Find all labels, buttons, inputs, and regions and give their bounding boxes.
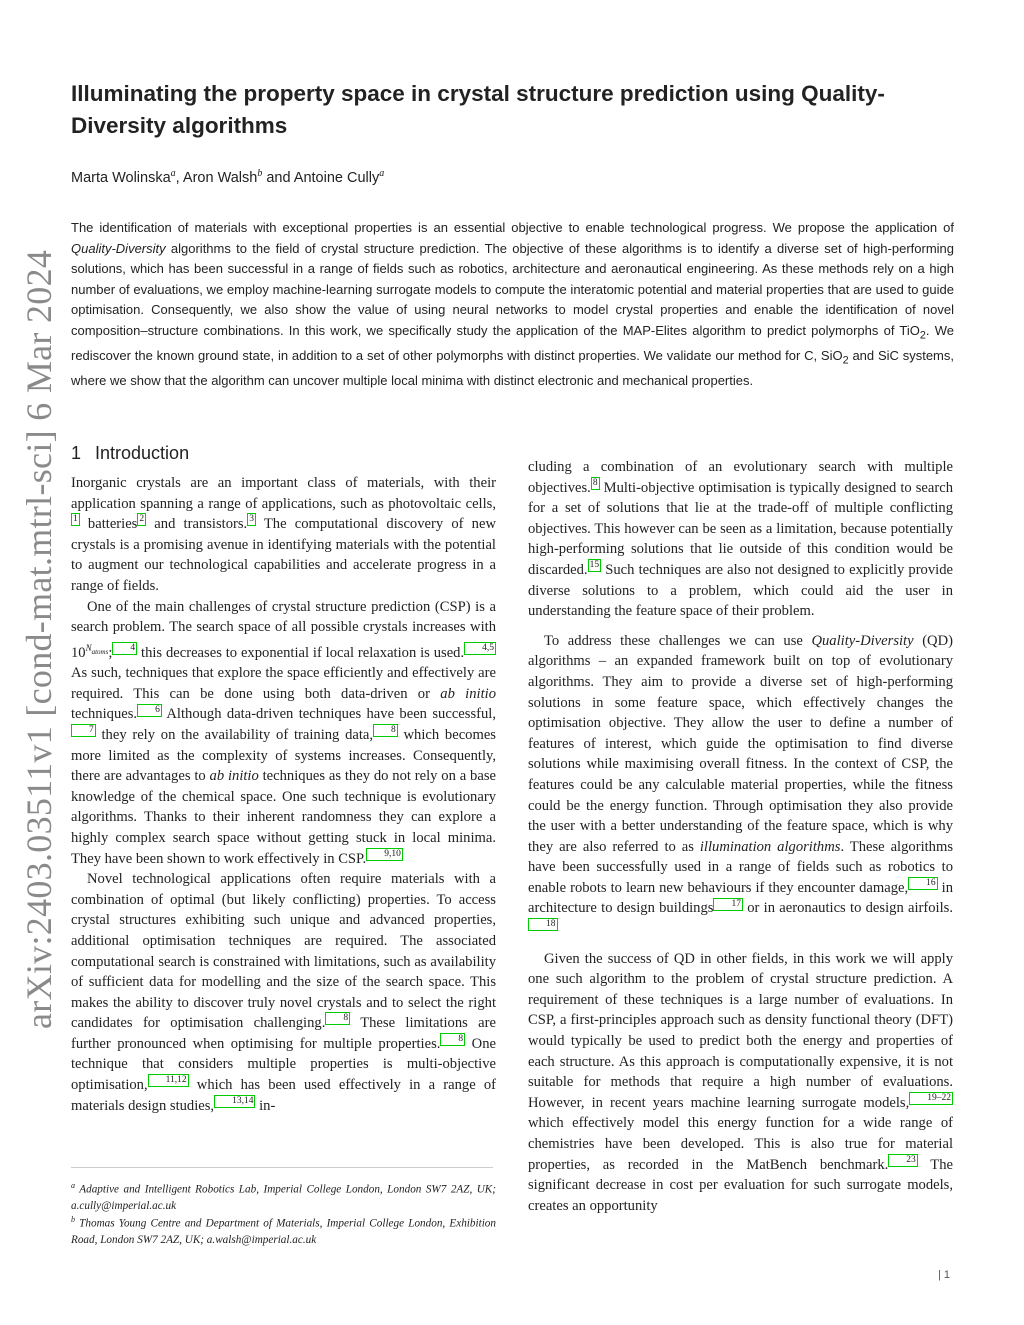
affiliation-mark: a	[170, 168, 176, 179]
emphasis: Quality-Diversity	[71, 240, 166, 256]
citation-link[interactable]: 23	[888, 1154, 918, 1167]
author-name: Aron Walsh	[182, 169, 258, 186]
citation-link[interactable]: 11,12	[148, 1074, 189, 1087]
subscript: 2	[919, 329, 926, 342]
emphasis: ab initio	[440, 685, 496, 702]
author-name: Marta Wolinska	[71, 169, 171, 186]
citation-link[interactable]: 8	[592, 477, 598, 488]
citation-link[interactable]: 9,10	[366, 848, 403, 861]
emphasis: Quality-Diversity	[811, 632, 914, 649]
emphasis: ab initio	[209, 768, 259, 785]
affiliation-mark: b	[257, 168, 263, 179]
author-list	[71, 168, 384, 186]
citation-link[interactable]: 4,5	[464, 642, 496, 655]
author-name: Antoine Cully	[293, 169, 380, 186]
affiliation-mark: a	[379, 168, 385, 179]
paragraph: Novel technological applications often require materials with a combination of optimal (but likely conflicting) properties. To access crystal structures exhibiting such unique and advanced properties, additional optimisation techniques are required. The associated computational search is constrained with limitations, such as availability of sufficient data for modelling and the size of the search space. This makes the ability to discover truly novel crystals and to select the right candidates for optimisation challenging. 8 These limitations are further pronounced when optimising for multiple properties. 8 One technique that considers multiple properties is multi-objective optimisation, 11,12 which has been used effectively in a range of materials design studies, 13,14 in-	[71, 871, 496, 1114]
author-separator: and	[262, 169, 294, 186]
page-number: | 1	[938, 1269, 951, 1281]
right-column	[528, 457, 953, 1216]
paragraph: cluding a combination of an evolutionary search with multiple objectives. 8 Multi-objective optimisation is typically designed to search for a set of solutions that lie at the trade-off of multiple conflicting objectives. This however can be seen as a limitation, because potentially high-performing solutions that lie outside of this condition would be discarded. 15 Such techniques are also not designed to explicitly provide diverse solutions to a problem, which could aid the user in understanding the feature space of their problem.	[528, 459, 953, 620]
footnote-affiliation-b: $^b$ Thomas Young Centre and Department of Materials, Imperial College London, Exhibition Road, London SW7 2AZ, UK; a.walsh@imperial.ac.uk	[71, 1215, 496, 1247]
citation-link[interactable]: 15	[589, 560, 600, 571]
citation-link[interactable]: 17	[713, 898, 743, 911]
citation-link[interactable]: 3	[249, 514, 254, 525]
emphasis: illumination algorithms	[699, 838, 841, 855]
citation-link[interactable]: 4	[112, 642, 137, 655]
left-column	[71, 473, 496, 1116]
citation-link[interactable]: 7	[71, 724, 96, 737]
author-separator: ,	[175, 169, 183, 186]
abstract: The identification of materials with exceptional properties is an essential objective to enable technological progress. We propose the application of Quality-Diversity algorithms to the field of crystal structure prediction. The objective of these algorithms is to identify a diverse set of high-performing solutions, which has been successful in a range of fields such as robotics, architecture and aeronautical engineering. As these methods rely on a high number of evaluations, we employ machine-learning surrogate models to compute the interatomic potential and material properties that are used to guide optimisation. Consequently, we also show the value of using neural networks to model crystal properties and enable the identification of novel composition–structure combinations. In this work, we specifically study the application of the MAP-Elites algorithm to predict polymorphs of TiO$_2$. We rediscover the known ground state, in addition to a set of other polymorphs with distinct properties. We validate our method for C, SiO$_2$ and SiC systems, where we show that the algorithm can uncover multiple local minima with distinct electronic and mechanical properties.	[71, 220, 954, 389]
citation-link[interactable]: 18	[528, 918, 558, 931]
paragraph: Inorganic crystals are an important class of materials, with their application spanning a range of applications, such as photovoltaic cells,1 batteries 2 and transistors. 3 The computational discovery of new crystals is a promising avenue in identifying materials with the potential to augment our technological capabilities and accelerate progress in a range of fields.	[71, 475, 496, 594]
citation-link[interactable]: 8	[440, 1033, 465, 1046]
affiliation-mark: a	[71, 1181, 75, 1190]
citation-link[interactable]: 16	[908, 877, 938, 890]
subscript: 2	[842, 354, 849, 367]
exponent: Natoms	[85, 642, 109, 656]
citation-link[interactable]: 8	[373, 724, 398, 737]
paragraph: Given the success of QD in other fields, in this work we will apply one such algorithm to the problem of crystal structure prediction. A requirement of these techniques is a large number of evaluations. In CSP, a first-principles approach such as density functional theory (DFT) would typically be used to predict both the energy and properties of each structure. As this approach is computationally expensive, it is not suitable for methods that require a high number of evaluations. However, in recent years machine learning surrogate models, 19–22 which effectively model this energy function for a wide range of chemistries have been developed. This is also true for material properties, as recorded in the MatBench benchmark. 23 The significant decrease in cost per evaluation for such surrogate models, creates an opportunity	[528, 950, 953, 1214]
paper-title: Illuminating the property space in crystal structure prediction using Quality-Diversity algorithms	[71, 81, 885, 138]
citation-link[interactable]: 2	[139, 514, 145, 525]
footnote-divider	[71, 1167, 493, 1168]
footnote-affiliation-a: $^a$ Adaptive and Intelligent Robotics Lab, Imperial College London, London SW7 2AZ, UK; a.cully@imperial.ac.uk	[71, 1181, 496, 1213]
citation-link[interactable]: 1	[73, 514, 78, 525]
citation-link[interactable]: 8	[325, 1012, 350, 1025]
paragraph: To address these challenges we can use Quality-Diversity (QD) algorithms – an expanded framework built on top of evolutionary algorithms. They aim to provide a diverse set of high-performing solutions in some feature space, which effectively changes the optimisation objective. They allow the user to define a number of features of interest, which guide the optimisation to find diverse solutions while maximising overall fitness. In the context of CSP, the features could be any calculable material properties, while the fitness could be the energy function. Through optimisation they also provide the user with a better understanding of the feature space, which is why they are also referred to as illumination algorithms. These algorithms have been successfully used in a range of fields such as robotics to enable robots to learn new behaviours if they encounter damage, 16 in architecture to design buildings 17 or in aeronautics to design airfoils.18	[528, 632, 954, 930]
paragraph: One of the main challenges of crystal structure prediction (CSP) is a search problem. The search space of all possible crystals increases with $10^{N_{atoms}}$; 4 this decreases to exponential if local relaxation is used. 4,5 As such, techniques that explore the space efficiently and effectively are required. This can be done using both data-driven or ab initio techniques. 6 Although data-driven techniques have been successful,7 they rely on the availability of training data, 8 which becomes more limited as the complexity of systems increases. Consequently, there are advantages to ab initio techniques as they do not rely on a base knowledge of the chemical space. One such technique is evolutionary algorithms. Thanks to their inherent randomness they can explore a highly complex search space without getting stuck in local minima. They have been shown to work effectively in CSP. 9,10	[71, 598, 496, 867]
section-title: Introduction	[95, 443, 190, 463]
citation-link[interactable]: 6	[137, 704, 162, 717]
section-number: 1	[71, 443, 82, 463]
section-heading	[71, 443, 189, 464]
citation-link[interactable]: 19–22	[909, 1092, 953, 1105]
affiliation-mark: b	[71, 1215, 75, 1224]
citation-link[interactable]: 13,14	[214, 1095, 255, 1108]
arxiv-identifier-stamp: arXiv:2403.03511v1 [cond-mat.mtrl-sci] 6 Mar 2024	[19, 249, 59, 1029]
